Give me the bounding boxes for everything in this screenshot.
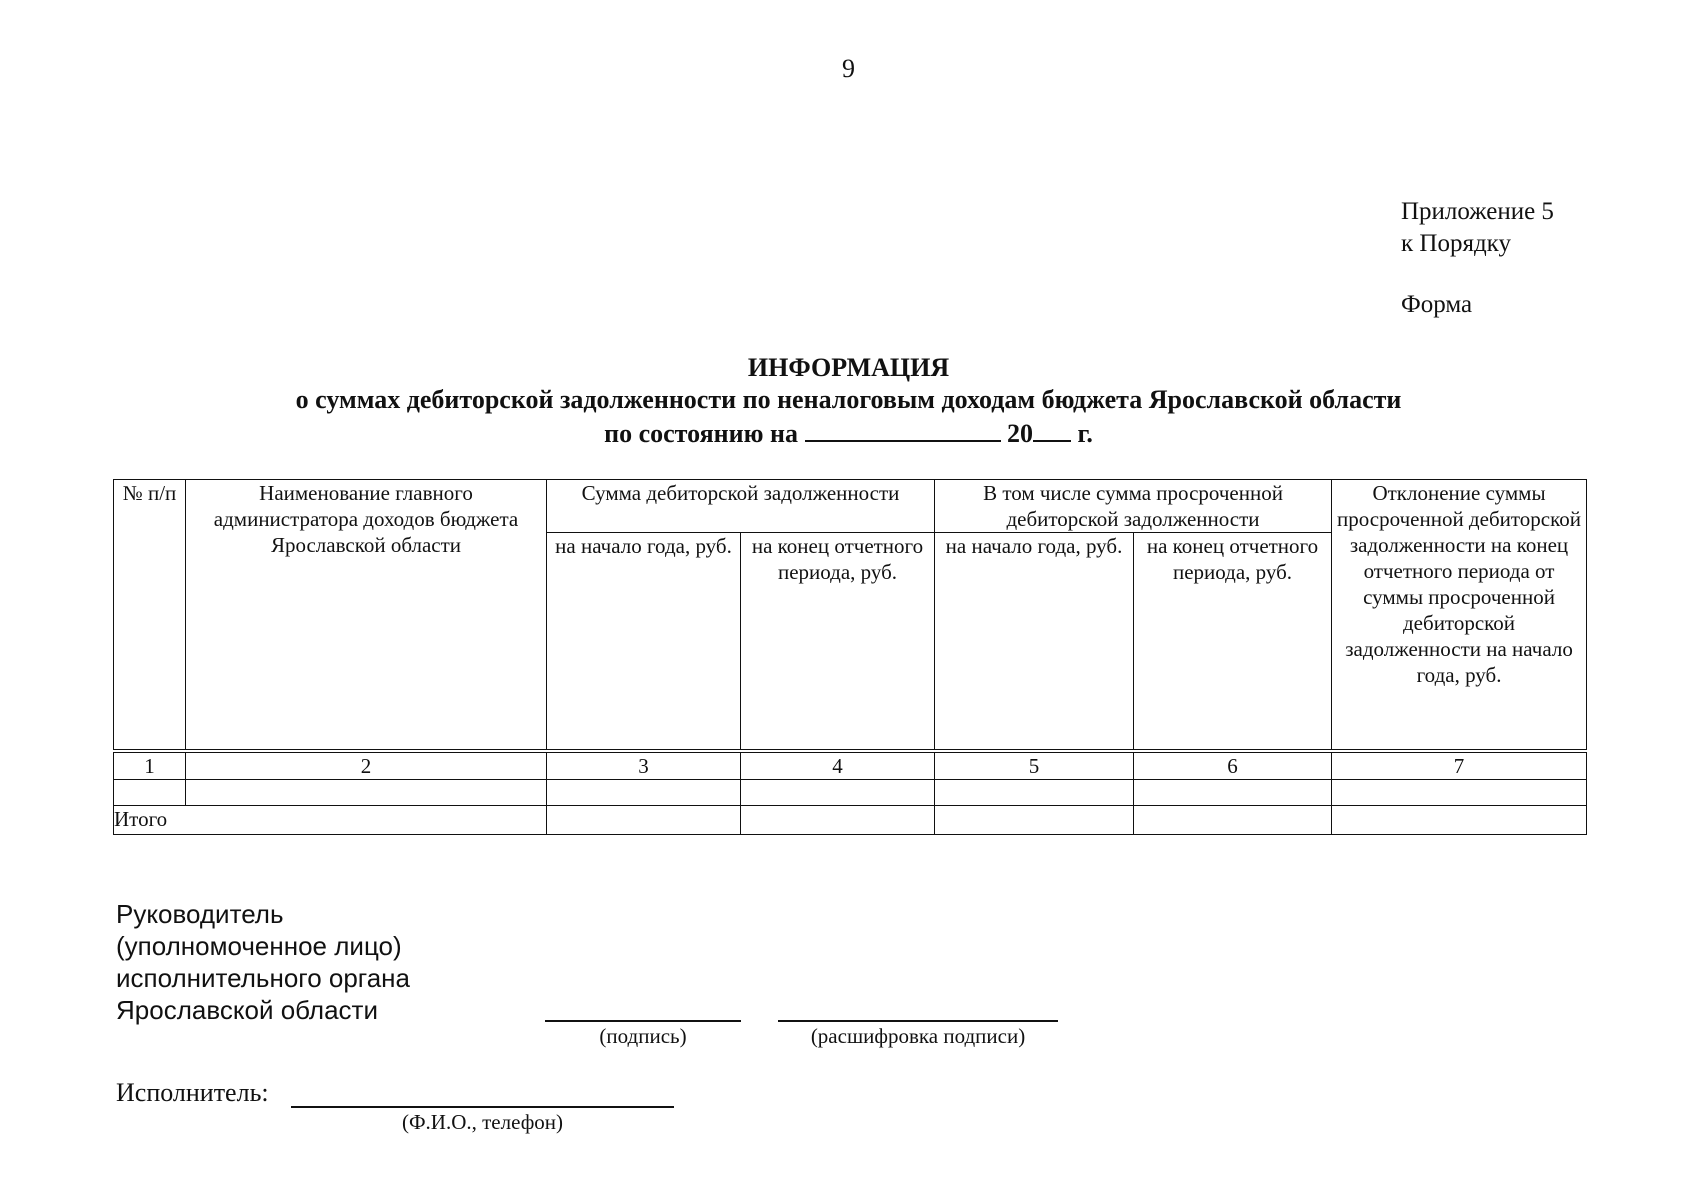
column-number: 6 <box>1134 751 1332 780</box>
column-number: 3 <box>547 751 741 780</box>
header-overdue-group: В том числе сумма просроченной дебиторской задолженности <box>935 480 1332 533</box>
year-prefix: 20 <box>1007 419 1033 448</box>
empty-cell <box>935 806 1134 835</box>
page-number: 9 <box>842 54 855 83</box>
position-line: Руководитель <box>116 899 284 929</box>
column-number: 7 <box>1332 751 1587 780</box>
year-suffix: г. <box>1077 419 1093 448</box>
signatory-position <box>116 898 410 1026</box>
empty-cell <box>547 780 741 806</box>
column-number: 1 <box>114 751 186 780</box>
empty-cell <box>741 780 935 806</box>
position-line: (уполномоченное лицо) <box>116 931 402 961</box>
column-number: 4 <box>741 751 935 780</box>
debt-info-table <box>113 479 1587 835</box>
document-title <box>0 352 1697 450</box>
title-sub: о суммах дебиторской задолженности по неналоговым доходам бюджета Ярославской области <box>295 385 1402 414</box>
column-number: 2 <box>186 751 547 780</box>
empty-cell <box>935 780 1134 806</box>
header-deviation: Отклонение суммы просроченной дебиторской задолженности на конец отчетного периода от суммы просроченной дебиторской задолженности на начало года, руб. <box>1332 480 1587 752</box>
title-date-line <box>0 416 1697 450</box>
total-label: Итого <box>114 806 547 835</box>
signature-decode-caption: (расшифровка подписи) <box>810 1024 1026 1048</box>
form-label: Форма <box>1401 291 1473 318</box>
appendix-line-2: к Порядку <box>1401 230 1511 257</box>
date-prefix: по состоянию на <box>604 419 798 448</box>
year-blank <box>1033 416 1071 442</box>
header-end-period: на конец отчетного периода, руб. <box>741 533 935 752</box>
executor-label: Исполнитель: <box>116 1078 269 1107</box>
signature-line <box>545 1020 741 1022</box>
header-start-year: на начало года, руб. <box>547 533 741 752</box>
executor-line <box>291 1106 674 1108</box>
appendix-line-1: Приложение 5 <box>1401 198 1554 225</box>
empty-cell <box>114 780 186 806</box>
header-name: Наименование главного администратора доходов бюджета Ярославской области <box>186 480 547 752</box>
title-main: ИНФОРМАЦИЯ <box>747 353 950 382</box>
signature-decode-line <box>778 1020 1058 1022</box>
empty-cell <box>1332 780 1587 806</box>
signature-caption: (подпись) <box>599 1024 687 1048</box>
empty-cell <box>186 780 547 806</box>
executor-caption: (Ф.И.О., телефон) <box>401 1110 564 1134</box>
column-number: 5 <box>935 751 1134 780</box>
empty-cell <box>741 806 935 835</box>
position-line: Ярославской области <box>116 995 378 1025</box>
empty-cell <box>547 806 741 835</box>
empty-cell <box>1134 806 1332 835</box>
header-start-year-2: на начало года, руб. <box>935 533 1134 752</box>
header-num: № п/п <box>114 480 186 752</box>
appendix-reference <box>1401 196 1554 260</box>
total-row <box>114 806 1587 835</box>
position-line: исполнительного органа <box>116 963 410 993</box>
column-numbers-row <box>114 751 1587 780</box>
header-debt-group: Сумма дебиторской задолженности <box>547 480 935 533</box>
empty-cell <box>1332 806 1587 835</box>
table-row <box>114 780 1587 806</box>
date-blank <box>805 416 1001 442</box>
header-end-period-2: на конец отчетного периода, руб. <box>1134 533 1332 752</box>
empty-cell <box>1134 780 1332 806</box>
